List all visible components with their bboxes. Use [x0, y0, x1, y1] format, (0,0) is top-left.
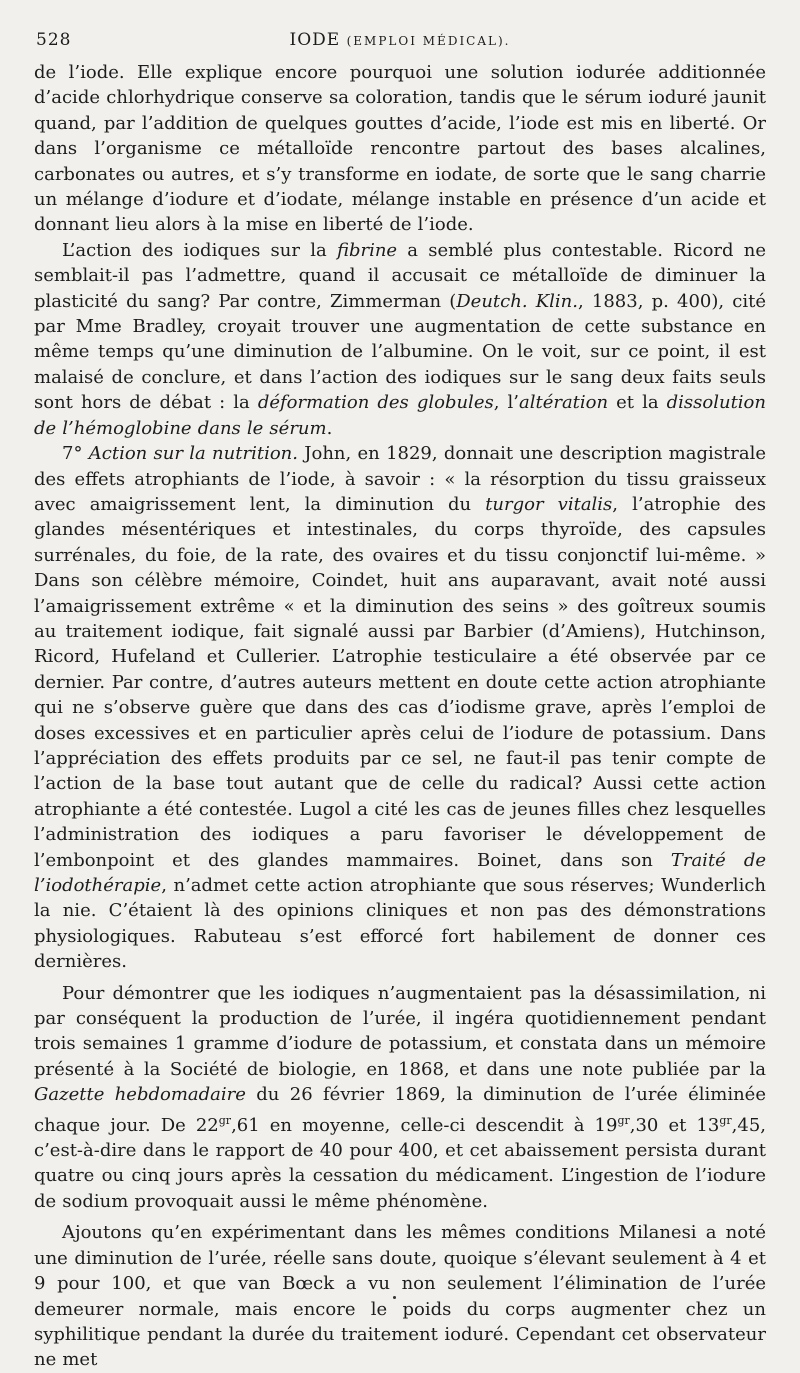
text-span: ,45, c’est-à-dire dans le rapport de 40 pour 400, et cet abaissement persista durant quatre ou cinq jours après la cessation du médicament. L’ingestion de l’iodure de sodium provoquait aussi le même phénomène. [34, 1114, 766, 1212]
italic-span: Action sur la nutrition. [88, 443, 298, 465]
text-span: ,30 et 13 [629, 1114, 720, 1136]
text-span: Ajoutons qu’en expérimentant dans les mêmes conditions Milanesi a noté une diminution de l’urée, réelle sans doute, quoique s’élevant seulement à 4 et 9 pour 100, et que van Bœck a vu non seulement l’élimination de l’urée demeurer normale, mais encore le poids du corps augmenter chez un syphilitique pendant la durée du traitement ioduré. Cependant cet observateur ne met [34, 1222, 766, 1371]
italic-span: déformation des globules [257, 392, 494, 414]
text-span: ,61 en moyenne, celle-ci descendit à 19 [231, 1114, 618, 1136]
italic-span: turgor vitalis [485, 493, 613, 515]
paragraph-2 [34, 238, 766, 441]
italic-span: Gazette hebdomadaire [34, 1084, 246, 1106]
running-title: IODE [289, 30, 341, 50]
text-span: et la [608, 392, 667, 414]
paragraph-3 [34, 441, 766, 975]
page-header [34, 26, 766, 60]
unit-superscript: gr [617, 1113, 630, 1127]
page-number: 528 [36, 30, 72, 50]
text-span: , 1883, p. 400), cité par Mme Bradley, croyait trouver une augmentation de cette substance en même temps qu’une diminution de l’albumine. On le voit, sur ce point, il est malaisé de conclure, et dans l’action des iodiques sur le sang deux faits seuls sont hors de débat : la [34, 290, 766, 414]
text-span: . [326, 417, 333, 439]
unit-superscript: gr [218, 1113, 232, 1127]
unit-superscript: gr [719, 1113, 732, 1127]
italic-span: Deutch. Klin. [456, 290, 578, 312]
body-text [34, 60, 766, 1373]
italic-span: altération [518, 392, 609, 414]
text-span: de l’iode. Elle explique encore pourquoi une solution iodurée additionnée d’acide chlorhydrique conserve sa coloration, tandis que le sérum ioduré jaunit quand, par l’addition de quelques gouttes d’acide, l’iode est mis en liberté. Or dans l’organisme ce métalloïde rencontre partout des bases alcalines, carbonates ou autres, et s’y transforme en iodate, de sorte que le sang charrie un mélange d’iodure et d’iodate, mélange instable en présence d’un acide et donnant lieu alors à la mise en liberté de l’iode. [34, 62, 766, 236]
text-span: du 26 février 1869, la diminution de l’urée éliminée chaque jour. De 22 [34, 1084, 766, 1136]
running-subtitle: (EMPLOI MÉDICAL). [346, 34, 511, 48]
print-speck [393, 1296, 396, 1299]
text-span: Pour démontrer que les iodiques n’augmentaient pas la désassimilation, ni par conséquent la production de l’urée, il ingéra quotidiennement pendant trois semaines 1 gramme d’iodure de potassium, et constata dans un mémoire présenté à la Société de biologie, en 1868, et dans une note publiée par la [34, 982, 766, 1080]
text-span: , n’admet cette action atrophiante que sous réserves; Wunderlich la nie. C’étaient là des opinions cliniques et non pas des démonstrations physiologiques. Rabuteau s’est efforcé fort habilement de donner ces dernières. [34, 875, 766, 973]
paragraph-5 [34, 1220, 766, 1372]
paragraph-4 [34, 981, 766, 1215]
italic-span: fibrine [336, 239, 398, 261]
text-span: a semblé plus contestable. Ricord ne semblait-il pas l’admettre, quand il accusait ce métalloïde de diminuer la plasticité du sang? Par contre, Zimmerman ( [34, 239, 767, 312]
text-span: , l’ [493, 392, 519, 414]
text-span: , l’atrophie des glandes mésentériques et intestinales, du corps thyroïde, des capsules surrénales, du foie, de la rate, des ovaires et du tissu conjonctif lui-même. » Dans son célèbre mémoire, Coindet, huit ans auparavant, avait noté aussi l’amaigrissement extrême « et la diminution des seins » des goîtreux soumis au traitement iodique, fait signalé aussi par Barbier (d’Amiens), Hutchinson, Ricord, Hufeland et Cullerier. L’atrophie testiculaire a été observée par ce dernier. Par contre, d’autres auteurs mettent en doute cette action atrophiante qui ne s’observe guère que dans des cas d’iodisme grave, après l’emploi de doses excessives et en particulier après celui de l’iodure de potassium. Dans l’appréciation des effets produits par ce sel, ne faut-il pas tenir compte de l’action de la base tout autant que de celle du radical? Aussi cette action atrophiante a été contestée. Lugol a cité les cas de jeunes filles chez lesquelles l’administration des iodiques a paru favoriser le développement de l’embonpoint et des glandes mammaires. Boinet, dans son [34, 493, 766, 871]
text-span: John, en 1829, donnait une description magistrale des effets atrophiants de l’iode, à savoir : « la résorption du tissu graisseux avec amaigrissement lent, la diminution du [34, 443, 766, 515]
running-head [34, 30, 766, 50]
paragraph-1 [34, 60, 766, 238]
italic-span: dissolution de l’hémoglobine dans le sérum [34, 392, 766, 439]
text-span: L’action des iodiques sur la [62, 239, 337, 261]
italic-span: Traité de l’iodothérapie [34, 849, 767, 896]
text-span: 7° [62, 443, 89, 465]
